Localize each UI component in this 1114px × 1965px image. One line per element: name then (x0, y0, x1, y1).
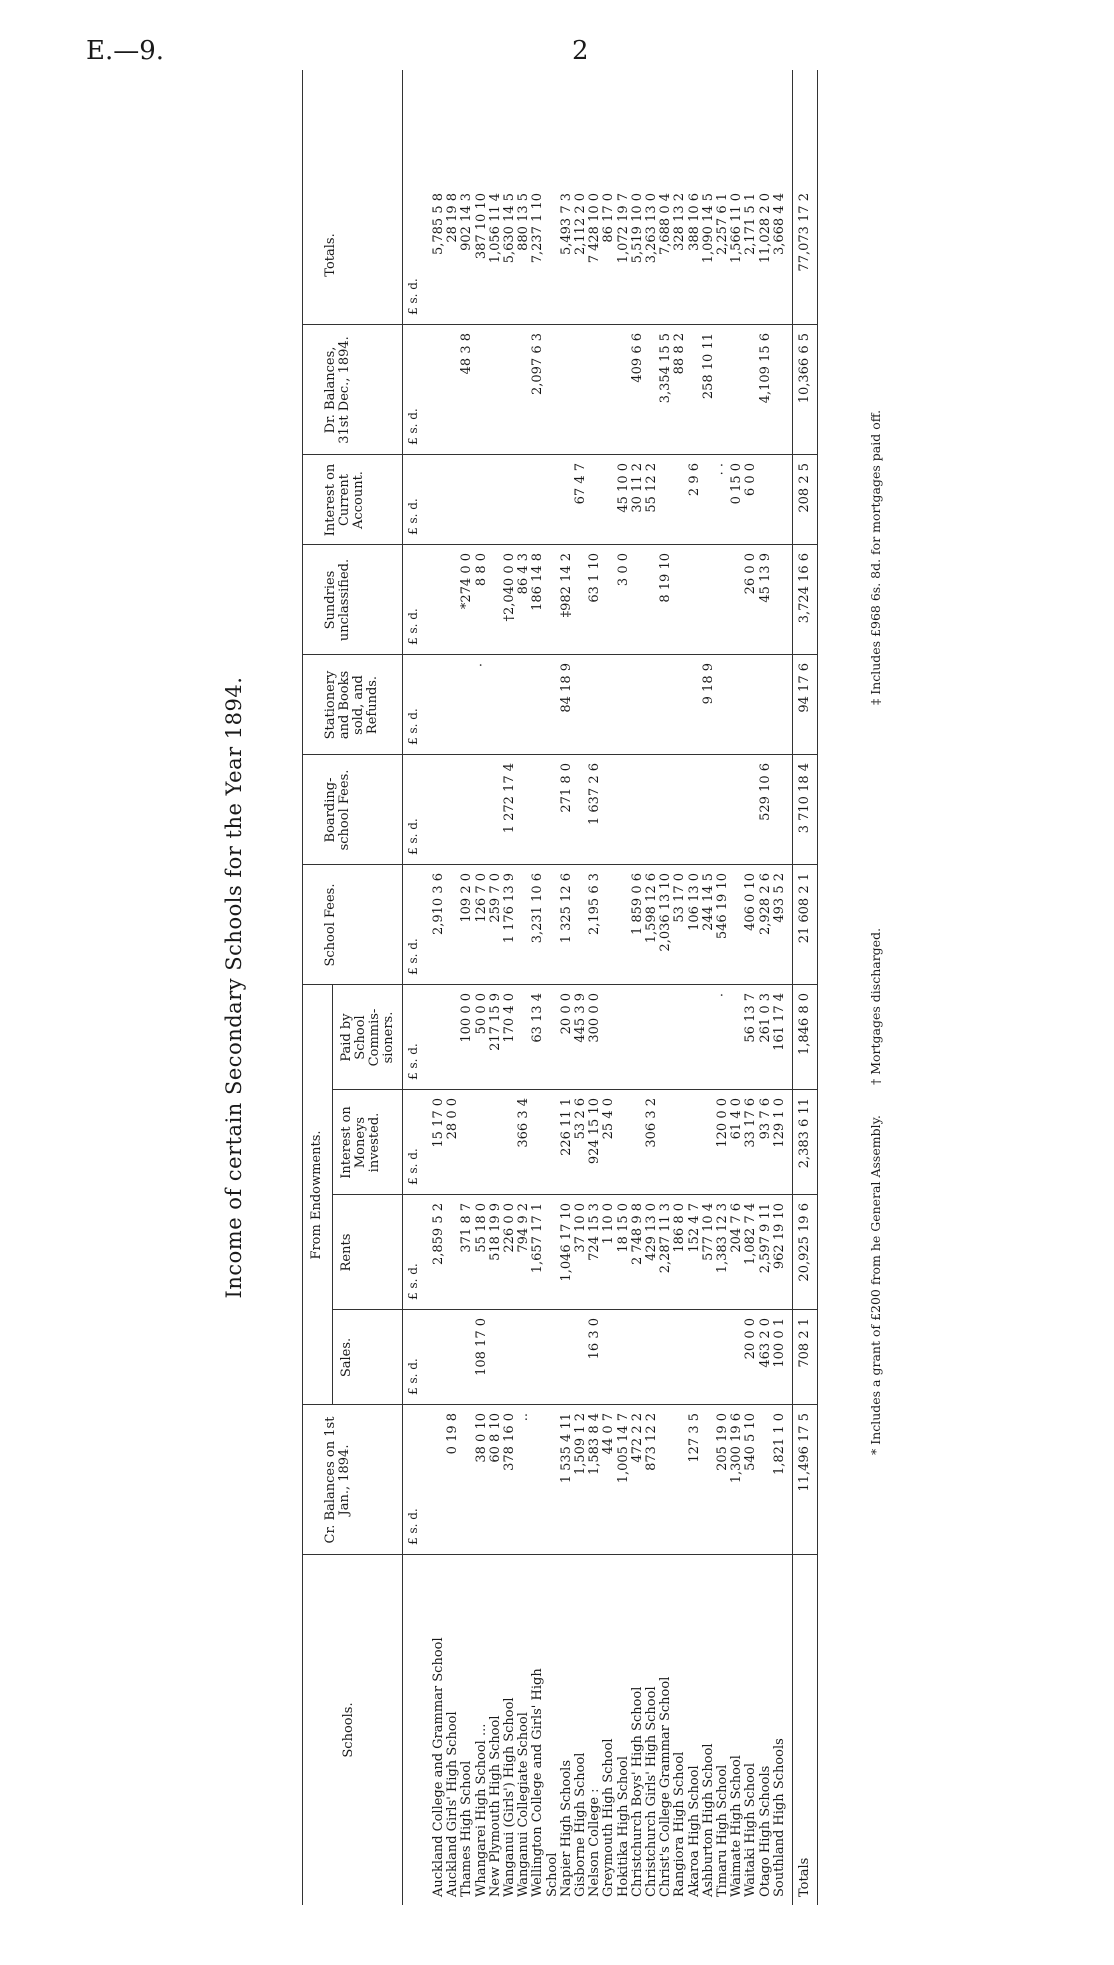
cell-fees: 1 325 12 6 (558, 873, 574, 944)
cell-tot: 5,519 10 0 (629, 193, 645, 264)
header-bottom-rule (402, 70, 403, 1905)
cell-fees: 1 859 0 6 (629, 873, 645, 936)
header-rents: Rents (339, 1233, 354, 1272)
cell-intc: 0 15 0 (729, 463, 745, 505)
cell-sales: 108 17 0 (473, 1318, 489, 1376)
table-row (702, 70, 716, 1905)
header-tot: Totals. (323, 233, 338, 277)
cell-cr: 127 3 5 (686, 1413, 702, 1463)
cell-cr: 1,583 8 4 (587, 1413, 603, 1476)
header-paid: Paid by School Commis- sioners. (339, 1008, 396, 1067)
table-row (446, 70, 460, 1905)
cell-tot: 77,073 17 2 (797, 193, 812, 272)
header-fees: School Fees. (323, 883, 338, 967)
cell-sund: 26 0 0 (743, 553, 759, 595)
table-top-rule (302, 70, 303, 1905)
cell-fees: 259 7 0 (487, 873, 503, 923)
cell-paid: 261 0 3 (757, 993, 773, 1043)
school-name: Rangiora High School (672, 1751, 688, 1897)
header-sales: Sales. (339, 1337, 354, 1378)
currency-units: £ s. d. (406, 818, 420, 855)
cell-fees: 2,036 13 10 (658, 873, 674, 952)
table-row (489, 70, 503, 1905)
currency-units: £ s. d. (406, 708, 420, 745)
cell-dr: 2,097 6 3 (530, 333, 546, 396)
cell-sales: 20 0 0 (743, 1318, 759, 1360)
cell-rents: 1,082 7 4 (743, 1203, 759, 1266)
school-name: Wellington College and Girls' High (530, 1668, 546, 1897)
cell-rents: 152 4 7 (686, 1203, 702, 1253)
header-board: Boarding- school Fees. (323, 769, 352, 851)
cell-cr: 1,300 19 6 (729, 1413, 745, 1484)
table-row (432, 70, 446, 1905)
footnote-mortgages: † Mortgages discharged. (868, 927, 883, 1085)
school-name: Ashburton High School (700, 1743, 716, 1897)
cell-fees: 406 0 10 (743, 873, 759, 931)
currency-units: £ s. d. (406, 1043, 420, 1080)
cell-rents: 577 10 4 (700, 1203, 716, 1261)
cell-sund: 86 4 3 (516, 553, 532, 595)
school-name: Thames High School (459, 1760, 475, 1897)
currency-units: £ s. d. (406, 938, 420, 975)
cell-paid: 63 13 4 (530, 993, 546, 1043)
cell-sund: 45 13 9 (757, 553, 773, 603)
table-row (688, 70, 702, 1905)
page-number: 2 (572, 36, 589, 66)
cell-intc: · · (715, 463, 730, 476)
currency-units: £ s. d. (406, 1358, 420, 1395)
cell-cr: 472 2 2 (629, 1413, 645, 1463)
table-row (759, 70, 773, 1905)
cell-rents: 724 15 3 (587, 1203, 603, 1261)
header-schools: Schools. (341, 1702, 356, 1758)
cell-fees: 493 5 2 (771, 873, 787, 923)
cell-tot: 3,668 4 4 (771, 193, 787, 256)
cell-tot: 2,171 5 1 (743, 193, 759, 256)
cell-dr: 258 10 11 (700, 333, 716, 400)
cell-tot: 1,056 11 4 (487, 193, 503, 264)
cell-paid: 170 4 0 (502, 993, 517, 1043)
cell-rents: 962 19 10 (771, 1203, 787, 1270)
currency-units: £ s. d. (406, 1508, 420, 1545)
cell-int: 306 3 2 (644, 1098, 659, 1148)
cell-tot: 5,630 14 5 (502, 193, 517, 264)
cell-sund: 3 0 0 (615, 553, 631, 587)
school-name: Gisborne High School (573, 1752, 588, 1897)
table-row (617, 70, 631, 1905)
cell-int: 33 17 6 (743, 1098, 759, 1148)
cell-board: 1 272 17 4 (502, 763, 517, 834)
cell-fees: 109 2 0 (459, 873, 475, 923)
cell-stat: 9 18 9 (700, 663, 716, 705)
cell-rents: 2,597 9 11 (757, 1203, 773, 1274)
cell-intc: 67 4 7 (573, 463, 588, 505)
table-row (588, 70, 602, 1905)
header-int: Interest on Moneys invested. (339, 1106, 382, 1179)
cell-int: 129 1 0 (771, 1098, 787, 1148)
cell-rents: 226 0 0 (502, 1203, 517, 1253)
cell-tot: 388 10 6 (686, 193, 702, 251)
cell-dr: 3,354 15 5 (658, 333, 674, 404)
table-row (503, 70, 517, 1905)
school-name: Otago High Schools (757, 1765, 773, 1897)
table-title: Income of certain Secondary Schools for the Year 1894. (222, 676, 246, 1299)
cell-tot: 11,028 2 0 (757, 193, 773, 264)
cell-rents: 2 748 9 8 (629, 1203, 645, 1266)
school-name: Nelson College : (587, 1788, 603, 1897)
school-name: New Plymouth High School (487, 1715, 503, 1897)
cell-int: 93 7 6 (757, 1098, 773, 1140)
cell-intc: 45 10 0 (615, 463, 631, 513)
cell-dr: 4,109 15 6 (757, 333, 773, 404)
table-bottom-rule (817, 70, 818, 1905)
cell-sales: 16 3 0 (587, 1318, 603, 1360)
cell-int: 25 4 0 (601, 1098, 617, 1140)
cell-paid: 50 0 0 (473, 993, 489, 1035)
table-row (475, 70, 489, 1905)
cell-rents: 2,287 11 3 (658, 1203, 674, 1274)
table-row (546, 70, 560, 1905)
cell-paid: · (715, 993, 730, 998)
cell-fees: 53 17 0 (672, 873, 688, 923)
school-name: Totals (797, 1857, 812, 1897)
school-name: Whangarei High School ... (473, 1723, 489, 1897)
cell-rents: 1,383 12 3 (715, 1203, 730, 1274)
cell-rents: 204 7 6 (729, 1203, 745, 1253)
school-name: Waimate High School (729, 1755, 745, 1897)
school-name: Napier High Schools (558, 1759, 574, 1897)
cell-sales: 100 0 1 (771, 1318, 787, 1368)
currency-units: £ s. d. (406, 408, 420, 445)
school-name: Greymouth High School (601, 1738, 617, 1897)
currency-units: £ s. d. (406, 1263, 420, 1300)
cell-fees: 2,928 2 6 (757, 873, 773, 936)
cell-int: 61 4 0 (729, 1098, 745, 1140)
cell-paid: 56 13 7 (743, 993, 759, 1043)
cell-paid: 445 3 9 (573, 993, 588, 1043)
cell-fees: 106 13 0 (686, 873, 702, 931)
cell-cr: 1,509 1 2 (573, 1413, 588, 1476)
cell-paid: 217 15 9 (487, 993, 503, 1051)
cell-stat: 84 18 9 (558, 663, 574, 713)
cell-intc: 208 2 5 (797, 463, 812, 513)
cell-board: 271 8 0 (558, 763, 574, 813)
cell-fees: 126 7 0 (473, 873, 489, 923)
table-row (517, 70, 531, 1905)
cell-tot: 7,688 0 4 (658, 193, 674, 256)
table-row (645, 70, 659, 1905)
cell-tot: 86 17 0 (601, 193, 617, 243)
footnote-includes: ‡ Includes £968 6s. 8d. for mortgages paid off. (868, 409, 883, 705)
header-cr: Cr. Balances on 1st Jan., 1894. (323, 1416, 352, 1544)
cell-rents: 794 9 2 (516, 1203, 532, 1253)
cell-rents: 371 8 7 (459, 1203, 475, 1253)
table-row (531, 70, 545, 1905)
cell-paid: 300 0 0 (587, 993, 603, 1043)
cell-sund: 8 19 10 (658, 553, 674, 603)
endowments-rule (332, 985, 333, 1405)
cell-tot: 7 428 10 0 (587, 193, 603, 264)
table-row (730, 70, 744, 1905)
cell-tot: 5,785 5 8 (431, 193, 446, 256)
cell-sund: 3,724 16 6 (797, 553, 812, 624)
cell-cr: 1 535 4 11 (558, 1413, 574, 1484)
cell-dr: 10,366 6 5 (797, 333, 812, 404)
table-row (659, 70, 673, 1905)
table-row (560, 70, 574, 1905)
table-row (744, 70, 758, 1905)
cell-tot: 2,112 2 0 (573, 193, 588, 256)
school-name: Timaru High School (715, 1764, 730, 1897)
header-sund: Sundries unclassified. (323, 558, 352, 642)
cell-board: 3 710 18 4 (797, 763, 812, 834)
header-dr: Dr. Balances, 31st Dec., 1894. (323, 336, 352, 444)
rotated-table-page (210, 70, 1010, 1905)
table-row (673, 70, 687, 1905)
cell-tot: 880 13 5 (516, 193, 532, 251)
cell-int: 366 3 4 (516, 1098, 532, 1148)
cell-stat: 94 17 6 (797, 663, 812, 713)
cell-sales: 463 2 0 (757, 1318, 773, 1368)
currency-units: £ s. d. (406, 278, 420, 315)
currency-units: £ s. d. (406, 1148, 420, 1185)
currency-units: £ s. d. (406, 498, 420, 535)
table-row (773, 70, 787, 1905)
totals-row (798, 70, 812, 1905)
cell-cr: 378 16 0 (502, 1413, 517, 1471)
cell-fees: 1 176 13 9 (502, 873, 517, 944)
cell-rents: 429 13 0 (644, 1203, 659, 1261)
cell-rents: 518 19 9 (487, 1203, 503, 1261)
cell-cr: 540 5 10 (743, 1413, 759, 1471)
cell-rents: 186 8 0 (672, 1203, 688, 1253)
cell-tot: 28 19 8 (445, 193, 461, 243)
income-table (302, 70, 862, 1905)
cell-fees: 2,195 6 3 (587, 873, 603, 936)
cell-sund: 63 1 10 (587, 553, 603, 603)
cell-tot: 2,257 6 1 (715, 193, 730, 256)
school-name: Hokitika High School (615, 1755, 631, 1897)
cell-int: 2,383 6 11 (797, 1098, 812, 1169)
school-name: Wanganui Collegiate School (516, 1712, 532, 1897)
cell-int: 15 17 0 (431, 1098, 446, 1148)
cell-fees: 2,910 3 6 (431, 873, 446, 936)
cell-int: 226 11 1 (558, 1098, 574, 1156)
cell-int: 53 2 6 (573, 1098, 588, 1140)
cell-dr: 409 6 6 (629, 333, 645, 383)
cell-rents: 1,657 17 1 (530, 1203, 546, 1274)
cell-sund: 8 8 0 (473, 553, 489, 587)
school-name: Christchurch Girls' High School (644, 1686, 659, 1897)
cell-tot: 1,566 11 0 (729, 193, 745, 264)
cell-intc: 6 0 0 (743, 463, 759, 497)
cell-cr: 0 19 8 (445, 1413, 461, 1455)
currency-units: £ s. d. (406, 608, 420, 645)
cell-dr: 48 3 8 (459, 333, 475, 375)
cell-tot: 3,263 13 0 (644, 193, 659, 264)
cell-sund: †2,040 0 0 (502, 553, 517, 622)
cell-fees: 546 19 10 (715, 873, 730, 940)
totals-rule (792, 70, 793, 1905)
cell-rents: 20,925 19 6 (797, 1203, 812, 1282)
cell-rents: 2,859 5 2 (431, 1203, 446, 1266)
cell-tot: 1,090 14 5 (700, 193, 716, 264)
table-row (716, 70, 730, 1905)
cell-rents: 1 10 0 (601, 1203, 617, 1245)
cell-int: 924 15 10 (587, 1098, 603, 1165)
school-name: Southland High Schools (771, 1738, 787, 1897)
cell-fees: 3,231 10 6 (530, 873, 546, 944)
cell-int: 120 0 0 (715, 1098, 730, 1148)
cell-rents: 1,046 17 10 (558, 1203, 574, 1282)
school-name: Waitaki High School (743, 1763, 759, 1897)
cell-paid: 1,846 8 0 (797, 993, 812, 1056)
cell-int: 28 0 0 (445, 1098, 461, 1140)
footnote-grant: * Includes a grant of £200 from he General Assembly. (868, 1115, 883, 1455)
school-name: Christchurch Boys' High School (629, 1686, 645, 1897)
cell-intc: 55 12 2 (644, 463, 659, 513)
cell-tot: 1,072 19 7 (615, 193, 631, 264)
cell-sund: *274 0 0 (459, 553, 475, 610)
cell-board: 1 637 2 6 (587, 763, 603, 826)
cell-rents: 55 18 0 (473, 1203, 489, 1253)
cell-sund: ‡982 14 2 (558, 553, 574, 618)
cell-fees: 21 608 2 1 (797, 873, 812, 944)
table-row (631, 70, 645, 1905)
cell-cr: 873 12 2 (644, 1413, 659, 1471)
cell-sales: 708 2 1 (797, 1318, 812, 1368)
cell-tot: 902 14 3 (459, 193, 475, 251)
school-name: Christ's College Grammar School (658, 1676, 674, 1897)
school-name: Wanganui (Girls') High School (502, 1697, 517, 1897)
cell-tot: 387 10 10 (473, 193, 489, 260)
table-row (460, 70, 474, 1905)
table-row (602, 70, 616, 1905)
cell-stat: · (473, 663, 489, 668)
cell-sund: 186 14 8 (530, 553, 546, 611)
cell-tot: 7,237 1 10 (530, 193, 546, 264)
cell-fees: 1,598 12 6 (644, 873, 659, 944)
cell-cr: 60 8 10 (487, 1413, 503, 1463)
school-name: Auckland College and Grammar School (431, 1637, 446, 1897)
cell-paid: 20 0 0 (558, 993, 574, 1035)
header-from-endowments: From Endowments. (309, 1130, 324, 1260)
cell-cr: 205 19 0 (715, 1413, 730, 1471)
cell-paid: 100 0 0 (459, 993, 475, 1043)
header-intc: Interest on Current Account. (323, 463, 366, 537)
cell-tot: 328 13 2 (672, 193, 688, 251)
cell-cr: 1,821 1 0 (771, 1413, 787, 1476)
cell-rents: 18 15 0 (615, 1203, 631, 1253)
school-name: Auckland Girls' High School (445, 1711, 461, 1897)
table-row (574, 70, 588, 1905)
cell-cr: 11,496 17 5 (797, 1413, 812, 1492)
cell-fees: 244 14 5 (700, 873, 716, 931)
cell-intc: 2 9 6 (686, 463, 702, 497)
cell-board: 529 10 6 (757, 763, 773, 821)
cell-cr: .. (516, 1413, 532, 1422)
cell-cr: 38 0 10 (473, 1413, 489, 1463)
cell-paid: 161 17 4 (771, 993, 787, 1051)
page-header-code: E.—9. (86, 36, 165, 66)
school-name: Akaroa High School (686, 1765, 702, 1897)
school-name: School (544, 1852, 560, 1897)
cell-tot: 5,493 7 3 (558, 193, 574, 256)
cell-intc: 30 11 2 (629, 463, 645, 513)
cell-dr: 88 8 2 (672, 333, 688, 375)
cell-cr: 1,005 14 7 (615, 1413, 631, 1484)
cell-rents: 37 10 0 (573, 1203, 588, 1253)
cell-cr: 44 0 7 (601, 1413, 617, 1455)
header-stat: Stationery and Books sold, and Refunds. (323, 670, 380, 740)
